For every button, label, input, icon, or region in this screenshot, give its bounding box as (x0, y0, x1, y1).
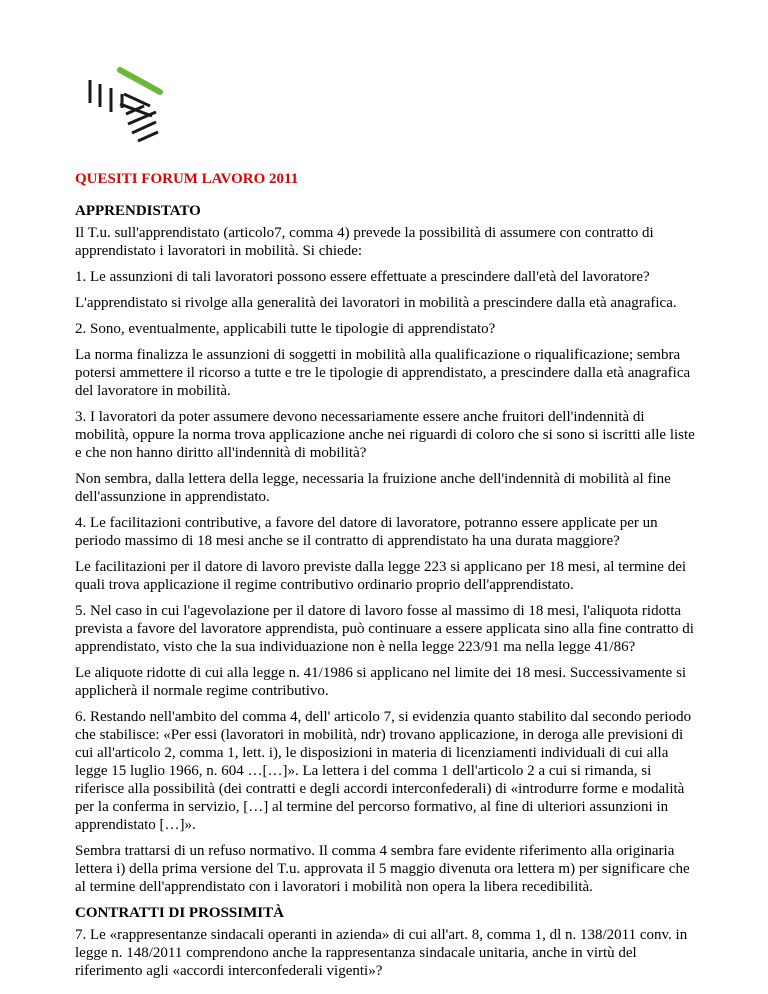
document-body (75, 170, 701, 988)
paragraph: 4. Le facilitazioni contributive, a favore del datore di lavoratore, potranno essere applicate per un periodo massimo di 18 mesi anche se il contratto di apprendistato ha una durata maggiore? (75, 515, 658, 549)
section-heading-apprendistato: APPRENDISTATO (75, 203, 201, 219)
paragraph: 5. Nel caso in cui l'agevolazione per il datore di lavoro fosse al massimo di 18 mesi, l'aliquota ridotta prevista a favore del lavoratore apprendista, può continuare a essere applicata sino alla fine contratto di apprendistato, visto che la sua individuazione non è nella legge 223/91 ma nella legge 41/86? (75, 603, 694, 655)
paragraph: 2. Sono, eventualmente, applicabili tutte le tipologie di apprendistato? (75, 321, 496, 337)
paragraph: 1. Le assunzioni di tali lavoratori possono essere effettuate a prescindere dall'età del lavoratore? (75, 269, 650, 285)
paragraph: La norma finalizza le assunzioni di soggetti in mobilità alla qualificazione o riqualificazione; sembra potersi ammettere il ricorso a tutte e tre le tipologie di apprendistato, a prescindere dalla età anagrafica del lavoratore in mobilità. (75, 347, 691, 399)
publisher-logo-icon (86, 66, 166, 144)
paragraph: 7. Le «rappresentanze sindacali operanti in azienda» di cui all'art. 8, comma 1, dl n. 138/2011 conv. in legge n. 148/2011 comprendono anche la rappresentanza sindacale unitaria, anche in virtù del riferimento agli «accordi interconfederali vigenti»? (75, 927, 688, 979)
paragraph: Le facilitazioni per il datore di lavoro previste dalla legge 223 si applicano per 18 mesi, al termine dei quali trova applicazione il regime contributivo ordinario proprio dell'apprendistato. (75, 559, 687, 593)
paragraph: Le aliquote ridotte di cui alla legge n. 41/1986 si applicano nel limite dei 18 mesi. Successivamente si applicherà il normale regime contributivo. (75, 665, 687, 699)
paragraph: L'apprendistato si rivolge alla generalità dei lavoratori in mobilità a prescindere dalla età anagrafica. (75, 295, 677, 311)
paragraph: Sembra trattarsi di un refuso normativo. Il comma 4 sembra fare evidente riferimento alla originaria lettera i) della prima versione del T.u. approvata il 5 maggio divenuta ora lettera m) per significare che al termine dell'apprendistato con i lavoratori i mobilità non opera la libera recedibilità. (75, 843, 690, 895)
paragraph: Non sembra, dalla lettera della legge, necessaria la fruizione anche dell'indennità di mobilità al fine dell'assunzione in apprendistato. (75, 471, 671, 505)
document-title: QUESITI FORUM LAVORO 2011 (75, 171, 299, 187)
section-contratti-prossimita (75, 926, 701, 980)
paragraph: 3. I lavoratori da poter assumere devono necessariamente essere anche fruitori dell'indennità di mobilità, oppure la norma trova applicazione anche nei riguardi di coloro che si sono si iscritti alle liste e che non hanno diritto all'indennità di mobilità? (75, 409, 695, 461)
paragraph: Il T.u. sull'apprendistato (articolo7, comma 4) prevede la possibilità di assumere con contratto di apprendistato i lavoratori in mobilità. Si chiede: (75, 225, 654, 259)
paragraph: 6. Restando nell'ambito del comma 4, dell' articolo 7, si evidenzia quanto stabilito dal secondo periodo che stabilisce: «Per essi (lavoratori in mobilità, ndr) trovano applicazione, in deroga alle previsioni di cui all'articolo 2, comma 1, lett. i), le disposizioni in materia di licenziamenti individuali di cui alla legge 15 luglio 1966, n. 604 …[…]». La lettera i del comma 1 dell'articolo 2 a cui si rimanda, si riferisce alla possibilità (dei contratti e degli accordi interconfederali) di «introdurre forme e modalità per la conferma in servizio, […] al termine del percorso formativo, al fine di ulteriori assunzioni in apprendistato […]». (75, 709, 692, 833)
section-heading-contratti-prossimita: CONTRATTI DI PROSSIMITÀ (75, 905, 284, 921)
section-apprendistato (75, 224, 701, 896)
